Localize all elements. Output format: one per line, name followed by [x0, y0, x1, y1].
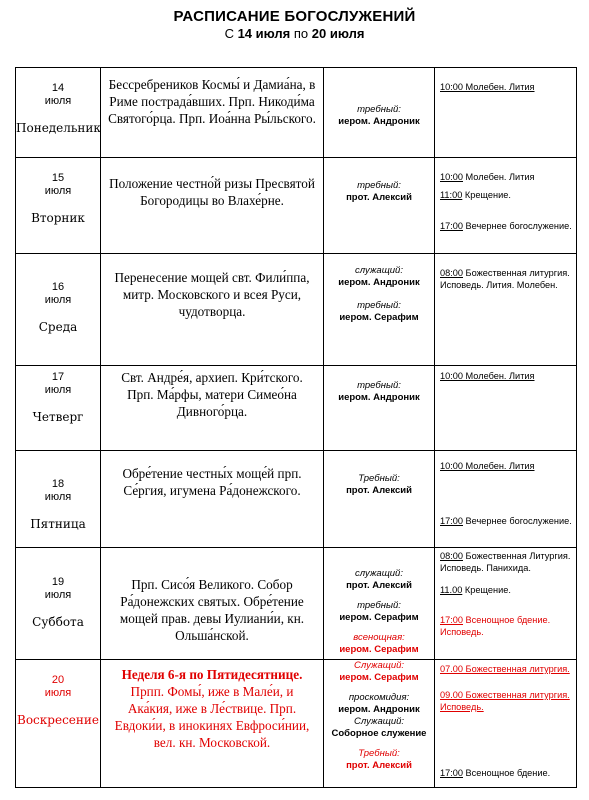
service-text: Вечернее богослужение. [463, 516, 572, 526]
saint-cell [101, 660, 324, 788]
day-of-week: Четверг [32, 410, 84, 424]
service-entry [440, 460, 576, 472]
saint-cell [101, 254, 324, 366]
service-entry [440, 515, 576, 527]
service-entry [440, 81, 576, 93]
clergy-entry [324, 632, 434, 656]
clergy-cell [324, 548, 435, 660]
service-text: Всенощное бдение. [463, 768, 551, 778]
service-text: Божественная литургия. Исповедь. [440, 690, 570, 712]
clergy-entry [324, 473, 434, 497]
clergy-list [324, 68, 434, 128]
saint-cell [101, 158, 324, 254]
service-entry [440, 689, 576, 713]
clergy-cell [324, 451, 435, 548]
day-of-week: Среда [38, 320, 78, 334]
service-time: 08:00 [440, 268, 463, 278]
service-time: 11:00 [440, 190, 463, 200]
saint-text: Прп. Сисо́я Великого. Собор Ра́донежских святых. Обре́тение мощей прав. девы Иулиани́и, кн. Ольша́нской. [119, 577, 305, 643]
day-of-week: Суббота [32, 615, 84, 629]
clergy-cell [324, 68, 435, 158]
clergy-role: всенощная: [353, 632, 405, 643]
service-text: Божественная литургия. Исповедь. Лития. Молебен. [440, 268, 570, 290]
clergy-entry [324, 716, 434, 740]
date-cell [16, 548, 101, 660]
day-of-week: Воскресение [17, 713, 99, 727]
date-cell [16, 366, 101, 451]
clergy-name: Соборное служение [331, 728, 427, 739]
clergy-entry [324, 600, 434, 624]
service-entry [440, 614, 576, 638]
saint-text [101, 660, 323, 751]
clergy-entry [324, 380, 434, 404]
service-list [435, 660, 576, 779]
saint-cell [101, 366, 324, 451]
clergy-name: иером. Серафим [339, 644, 419, 655]
clergy-role: требный: [357, 300, 401, 311]
service-entry [440, 663, 576, 675]
clergy-list [324, 451, 434, 497]
day-month: июля [44, 294, 72, 306]
clergy-role: служащий: [355, 568, 403, 579]
saint-text: Обре́тение честны́х моще́й прп. Се́ргия, игумена Ра́донежского. [122, 466, 302, 498]
clergy-entry [324, 692, 434, 716]
clergy-name: иером. Андроник [338, 392, 420, 403]
clergy-entry [324, 104, 434, 128]
saint-text: Бессребреников Космы́ и Дамиа́на, в Риме пострада́вших. Прп. Никоди́ма Святого́рца. Прп. Иоа́нна Ры́льского. [108, 77, 316, 126]
saint-cell [101, 68, 324, 158]
service-text: Божественная литургия. [463, 664, 570, 674]
service-list [435, 548, 576, 638]
services-cell [435, 660, 577, 788]
service-time: 10:00 [440, 172, 463, 182]
clergy-name: иером. Андроник [338, 116, 420, 127]
clergy-name: прот. Алексий [346, 580, 412, 591]
day-number: 19 [51, 576, 65, 588]
clergy-role: Служащий: [353, 716, 405, 727]
table-row [16, 68, 577, 158]
clergy-list [324, 548, 434, 656]
service-time: 11.00 [440, 585, 463, 595]
service-text: Крещение. [462, 190, 511, 200]
clergy-entry [324, 748, 434, 772]
service-entry [440, 550, 576, 574]
service-time: 08:00 [440, 551, 463, 561]
service-entry [440, 220, 576, 232]
service-time: 17:00 [440, 768, 463, 778]
service-text: Всенощное бдение. Исповедь. [440, 615, 551, 637]
clergy-entry [324, 660, 434, 684]
date-cell [16, 451, 101, 548]
services-cell [435, 366, 577, 451]
services-cell [435, 158, 577, 254]
service-text: Молебен. Лития [463, 82, 535, 92]
clergy-cell [324, 158, 435, 254]
service-list [435, 366, 576, 382]
table-row [16, 158, 577, 254]
saint-text: Свт. Андре́я, архиеп. Кри́тского. Прп. Ма́рфы, матери Симео́на Дивного́рца. [121, 370, 303, 419]
clergy-list [324, 254, 434, 324]
service-text: Вечернее богослужение. [463, 221, 572, 231]
saint-cell [101, 451, 324, 548]
clergy-entry [324, 265, 434, 289]
date-range-mid: по [290, 26, 312, 41]
clergy-role: проскомидия: [348, 692, 410, 703]
service-time: 07.00 [440, 664, 463, 674]
clergy-role: Требный: [358, 748, 400, 759]
services-cell [435, 548, 577, 660]
feast-title: Неделя 6-я по Пятидесятнице. [121, 667, 303, 682]
clergy-name: прот. Алексий [346, 485, 412, 496]
day-number: 18 [51, 478, 65, 490]
clergy-name: иером. Андроник [338, 704, 420, 715]
day-number: 16 [51, 281, 65, 293]
service-list [435, 158, 576, 232]
service-time: 17:00 [440, 516, 463, 526]
service-text: Молебен. Лития [463, 461, 535, 471]
service-text: Божественная Литургия. Исповедь. Панихида. [440, 551, 571, 573]
service-text: Молебен. Лития [463, 371, 535, 381]
date-range-prefix: С [224, 26, 238, 41]
clergy-list [324, 366, 434, 404]
date-cell [16, 68, 101, 158]
day-of-week: Пятница [30, 517, 86, 531]
clergy-role: требный: [357, 180, 401, 191]
services-cell [435, 68, 577, 158]
service-entry [440, 267, 576, 291]
clergy-entry [324, 180, 434, 204]
date-to: 20 июля [311, 26, 365, 41]
table-row [16, 660, 577, 788]
service-entry [440, 767, 576, 779]
service-entry [440, 171, 576, 183]
service-text: Крещение. [462, 585, 511, 595]
day-of-week: Понедельник [16, 121, 101, 135]
day-month: июля [44, 589, 72, 601]
table-row [16, 254, 577, 366]
clergy-cell [324, 254, 435, 366]
service-time: 17:00 [440, 221, 463, 231]
clergy-name: прот. Алексий [346, 192, 412, 203]
date-cell [16, 158, 101, 254]
service-time: 10:00 [440, 82, 463, 92]
date-cell [16, 254, 101, 366]
service-entry [440, 189, 576, 201]
service-list [435, 254, 576, 291]
clergy-role: требный: [357, 104, 401, 115]
table-row [16, 548, 577, 660]
day-number: 17 [51, 371, 65, 383]
day-number: 20 [51, 674, 65, 686]
day-month: июля [44, 491, 72, 503]
day-month: июля [44, 185, 72, 197]
service-text: Молебен. Лития [463, 172, 535, 182]
day-number: 14 [51, 82, 65, 94]
service-entry [440, 370, 576, 382]
clergy-role: Требный: [358, 473, 400, 484]
date-range [0, 26, 589, 41]
service-list [435, 451, 576, 527]
saint-names: Прпп. Фомы́, иже в Мале́и, и Ака́кия, иже в Ле́ствице. Прп. Евдоки́и, в инокинях Евфроси́нии, вел. кн. Московской. [114, 684, 310, 750]
service-entry [440, 584, 576, 596]
day-of-week: Вторник [31, 211, 85, 225]
saint-text: Положение честно́й ризы Пресвятой Богородицы во Влахе́рне. [109, 176, 315, 208]
day-number: 15 [51, 172, 65, 184]
service-list [435, 68, 576, 93]
clergy-role: требный: [357, 380, 401, 391]
clergy-role: требный: [357, 600, 401, 611]
clergy-name: иером. Серафим [339, 312, 419, 323]
clergy-name: иером. Андроник [338, 277, 420, 288]
clergy-list [324, 158, 434, 204]
services-cell [435, 451, 577, 548]
services-cell [435, 254, 577, 366]
clergy-entry [324, 568, 434, 592]
day-month: июля [44, 384, 72, 396]
clergy-list [324, 660, 434, 772]
day-month: июля [44, 95, 72, 107]
service-time: 17:00 [440, 615, 463, 625]
service-time: 10:00 [440, 461, 463, 471]
clergy-entry [324, 300, 434, 324]
clergy-role: Служащий: [353, 660, 405, 671]
clergy-name: иером. Серафим [339, 612, 419, 623]
day-month: июля [44, 687, 72, 699]
clergy-name: иером. Серафим [339, 672, 419, 683]
clergy-cell [324, 660, 435, 788]
service-time: 09.00 [440, 690, 463, 700]
table-row [16, 366, 577, 451]
clergy-role: служащий: [355, 265, 403, 276]
clergy-name: прот. Алексий [346, 760, 412, 771]
schedule-table [15, 67, 577, 788]
page-title: РАСПИСАНИЕ БОГОСЛУЖЕНИЙ [173, 8, 416, 25]
date-cell [16, 660, 101, 788]
saint-text: Перенесение мощей свт. Фили́ппа, митр. Московского и всея Руси, чудотворца. [114, 270, 310, 319]
date-from: 14 июля [237, 26, 291, 41]
saint-cell [101, 548, 324, 660]
table-row [16, 451, 577, 548]
clergy-cell [324, 366, 435, 451]
service-time: 10:00 [440, 371, 463, 381]
